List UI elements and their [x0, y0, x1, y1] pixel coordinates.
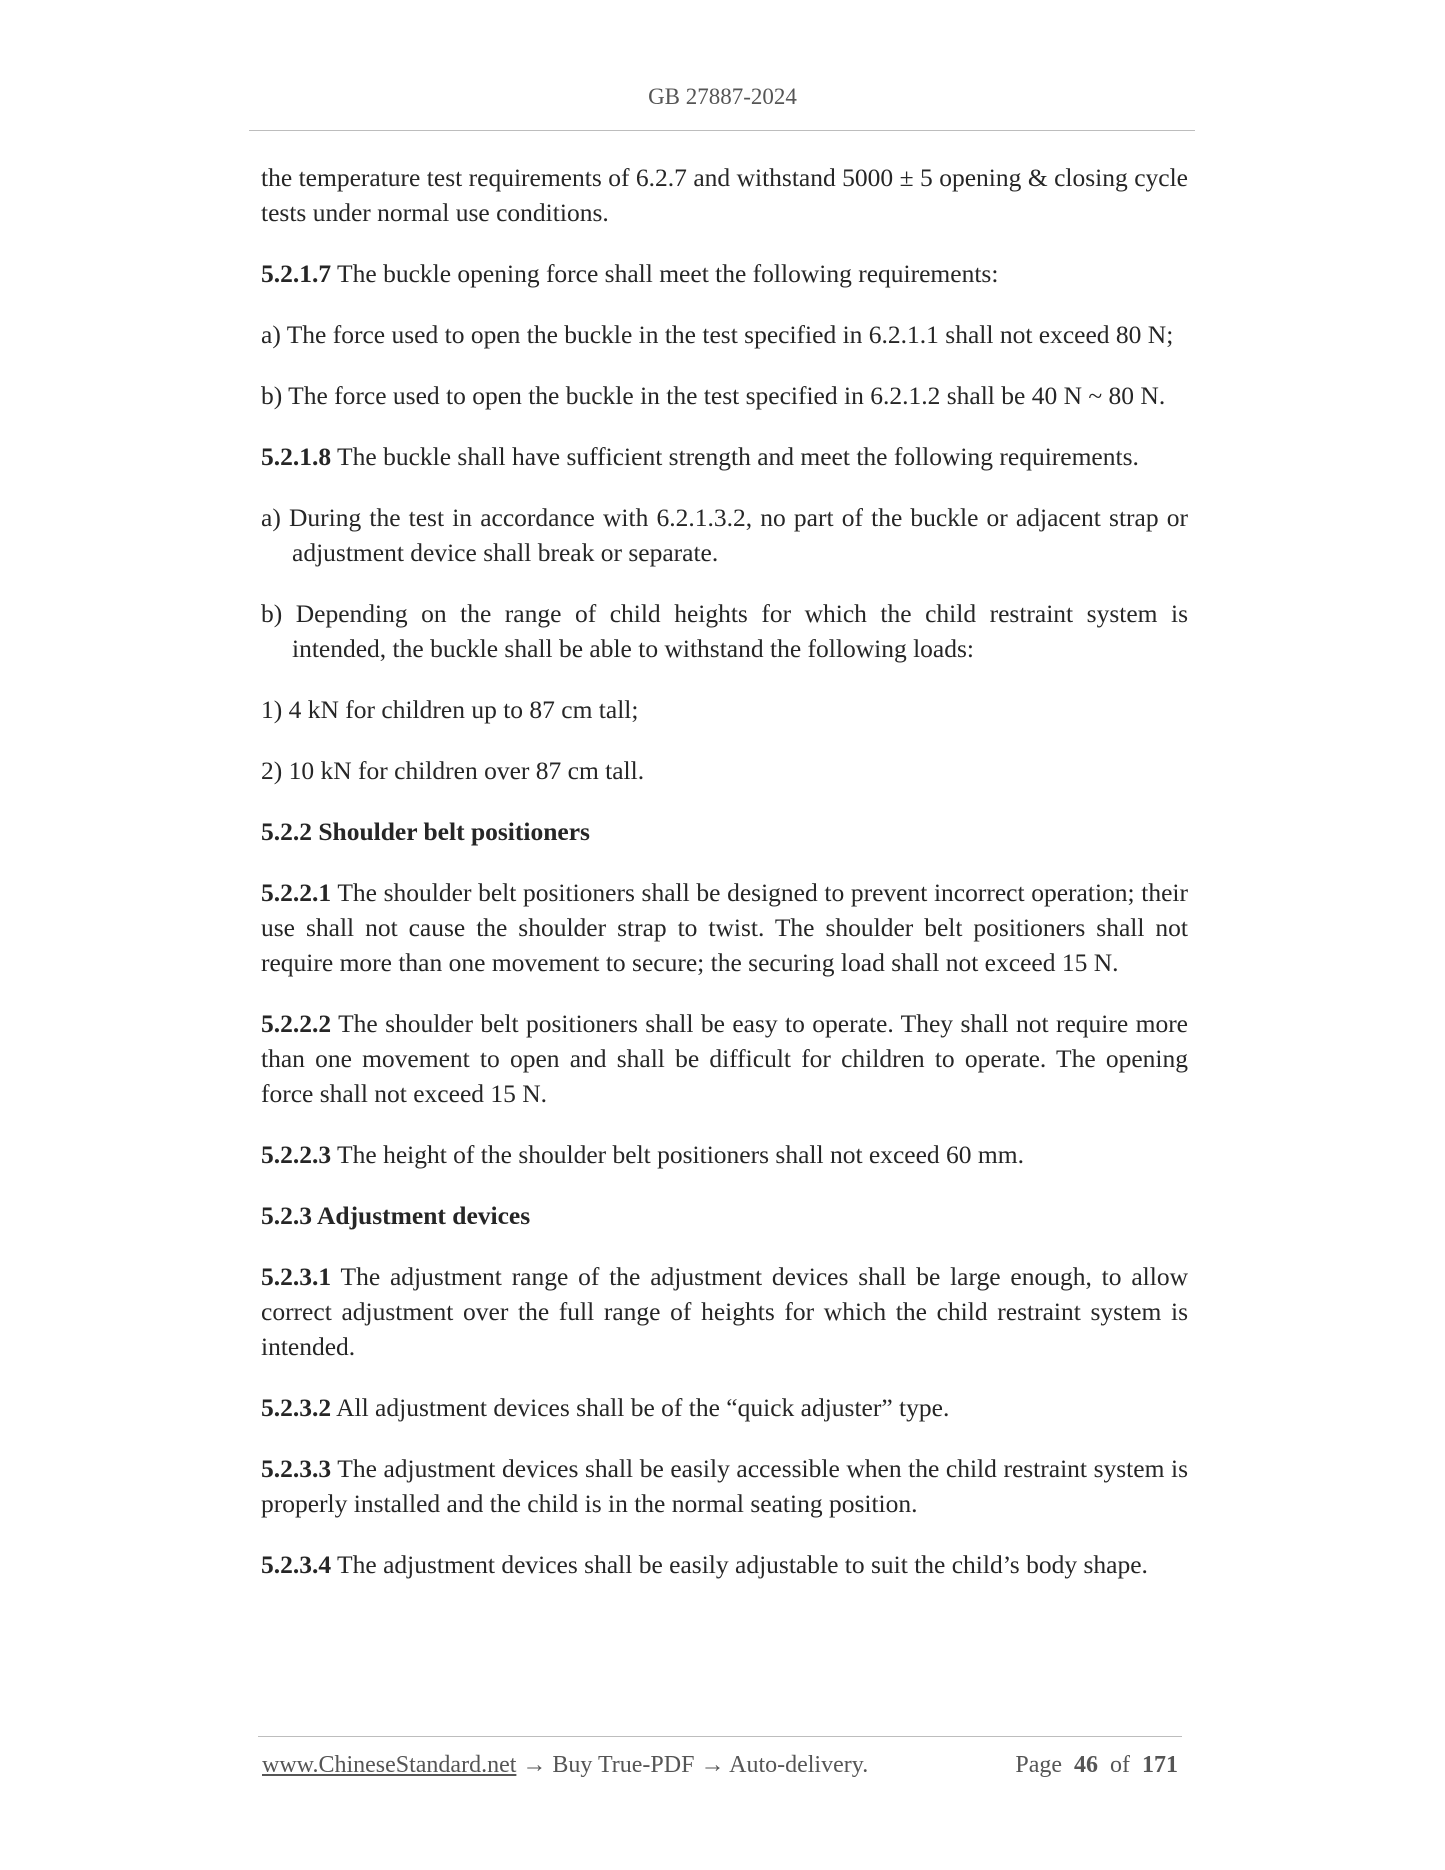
page-footer: [262, 1752, 1182, 1779]
clause-text: The shoulder belt positioners shall be designed to prevent incorrect operation; their use shall not cause the shoulder strap to twist. The shoulder belt positioners shall not require more than one movement to secure; the securing load shall not exceed 15 N.: [261, 878, 1188, 977]
paragraph-continuation: the temperature test requirements of 6.2.7 and withstand 5000 ± 5 opening & closing cycle tests under normal use conditions.: [261, 163, 1188, 227]
clause-number: 5.2.1.7: [261, 259, 332, 288]
page-indicator: [1015, 1752, 1178, 1779]
clause-number: 5.2.3.1: [261, 1262, 332, 1291]
clause-5-2-2-3: [261, 1137, 1188, 1172]
footer-divider: [258, 1736, 1182, 1737]
clause-text: The buckle opening force shall meet the following requirements:: [337, 259, 999, 288]
clause-text: All adjustment devices shall be of the “quick adjuster” type.: [336, 1393, 950, 1422]
section-heading-5-2-2: 5.2.2 Shoulder belt positioners: [261, 817, 590, 846]
page-body: [261, 160, 1188, 1608]
list-item: a) During the test in accordance with 6.2.1.3.2, no part of the buckle or adjacent strap or adjustment device shall break or separate.: [261, 503, 1188, 567]
clause-text: The adjustment devices shall be easily accessible when the child restraint system is properly installed and the child is in the normal seating position.: [261, 1454, 1188, 1518]
clause-5-2-2-2: [261, 1006, 1188, 1111]
site-link[interactable]: www.ChineseStandard.net: [262, 1752, 517, 1778]
page-number: 46: [1074, 1752, 1098, 1778]
clause-text: The adjustment devices shall be easily adjustable to suit the child’s body shape.: [337, 1550, 1148, 1579]
list-item: a) The force used to open the buckle in the test specified in 6.2.1.1 shall not exceed 80 N;: [261, 320, 1174, 349]
clause-text: The buckle shall have sufficient strength and meet the following requirements.: [337, 442, 1139, 471]
clause-5-2-2-1: [261, 875, 1188, 980]
clause-number: 5.2.2.1: [261, 878, 332, 907]
document-header: GB 27887-2024: [648, 84, 797, 109]
clause-5-2-1-7: [261, 256, 1188, 291]
sub-list-item: 2) 10 kN for children over 87 cm tall.: [261, 756, 645, 785]
clause-number: 5.2.3.4: [261, 1550, 332, 1579]
clause-5-2-3-2: [261, 1390, 1188, 1425]
footer-tagline: → Buy True-PDF → Auto-delivery.: [522, 1752, 869, 1778]
list-item: b) The force used to open the buckle in the test specified in 6.2.1.2 shall be 40 N ~ 80 N.: [261, 381, 1166, 410]
clause-text: The adjustment range of the adjustment devices shall be large enough, to allow correct adjustment over the full range of heights for which the child restraint system is intended.: [261, 1262, 1188, 1361]
list-item: b) Depending on the range of child heights for which the child restraint system is intended, the buckle shall be able to withstand the following loads:: [261, 599, 1188, 663]
clause-text: The shoulder belt positioners shall be easy to operate. They shall not require more than one movement to open and shall be difficult for children to operate. The opening force shall not exceed 15 N.: [261, 1009, 1188, 1108]
of-label: of: [1110, 1752, 1130, 1778]
clause-number: 5.2.1.8: [261, 442, 332, 471]
clause-number: 5.2.3.3: [261, 1454, 332, 1483]
clause-number: 5.2.2.3: [261, 1140, 332, 1169]
header-divider: [249, 130, 1195, 131]
clause-5-2-3-1: [261, 1259, 1188, 1364]
clause-5-2-3-4: [261, 1547, 1188, 1582]
page-total: 171: [1142, 1752, 1178, 1778]
sub-list-item: 1) 4 kN for children up to 87 cm tall;: [261, 695, 639, 724]
clause-number: 5.2.3.2: [261, 1393, 332, 1422]
clause-5-2-1-8: [261, 439, 1188, 474]
section-heading-5-2-3: 5.2.3 Adjustment devices: [261, 1201, 531, 1230]
clause-5-2-3-3: [261, 1451, 1188, 1521]
clause-text: The height of the shoulder belt positioners shall not exceed 60 mm.: [337, 1140, 1024, 1169]
page-label: Page: [1015, 1752, 1062, 1778]
clause-number: 5.2.2.2: [261, 1009, 332, 1038]
